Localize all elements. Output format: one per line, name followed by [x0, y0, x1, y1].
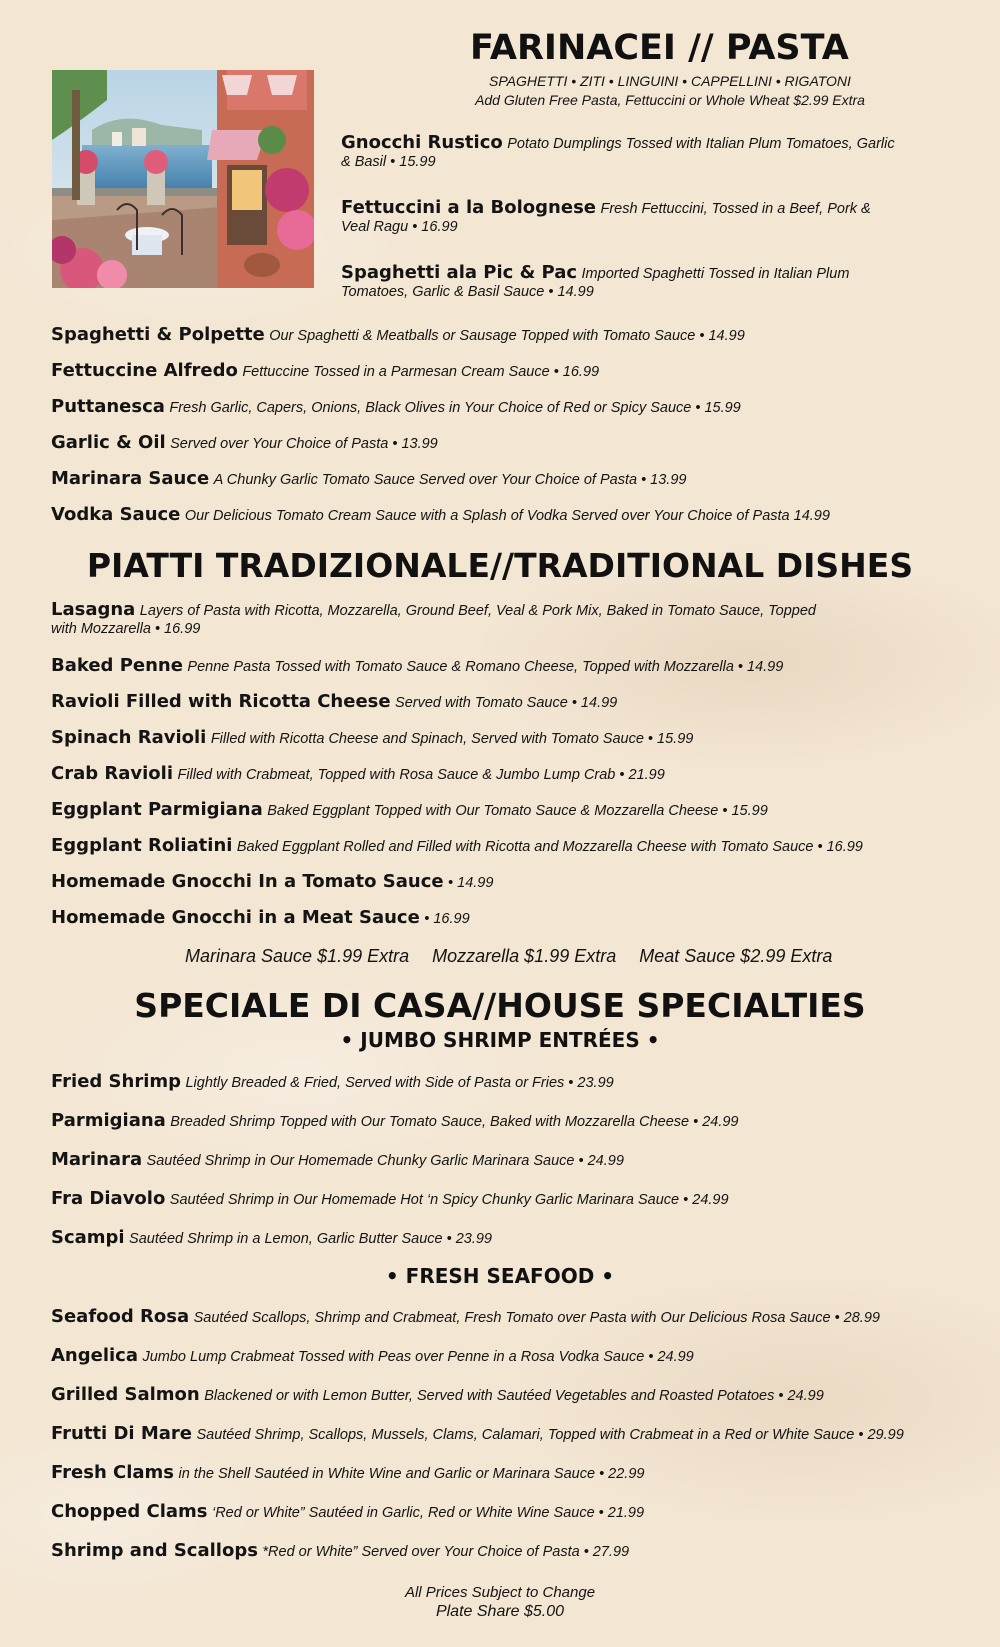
menu-item-name: Crab Ravioli [51, 763, 174, 784]
traditional-item [51, 836, 863, 857]
menu-item-desc: Sautéed Shrimp, Scallops, Mussels, Clams, Calamari, Topped with Crabmeat in a Red or White Sauce • 29.99 [196, 1427, 904, 1443]
seafood-item [51, 1346, 694, 1367]
shrimp-item [51, 1228, 492, 1249]
menu-item-desc: Our Delicious Tomato Cream Sauce with a Splash of Vodka Served over Your Choice of Pasta 14.99 [184, 508, 830, 524]
pasta-item [51, 505, 830, 526]
menu-item-name: Eggplant Roliatini [51, 835, 233, 856]
menu-item-name: Angelica [51, 1345, 138, 1366]
menu-item-desc: Served with Tomato Sauce • 14.99 [395, 695, 618, 711]
menu-item-desc: in the Shell Sautéed in White Wine and Garlic or Marinara Sauce • 22.99 [178, 1466, 645, 1482]
menu-item-desc: Imported Spaghetti Tossed in Italian Plum Tomatoes, Garlic & Basil Sauce • 14.99 [341, 266, 850, 300]
menu-item-name: Eggplant Parmigiana [51, 799, 263, 820]
seafood-item [51, 1541, 629, 1562]
menu-item-name: Lasagna [51, 599, 136, 620]
menu-item-desc: • 16.99 [424, 911, 470, 927]
menu-item-desc: Baked Eggplant Topped with Our Tomato Sauce & Mozzarella Cheese • 15.99 [267, 803, 768, 819]
menu-item-name: Scampi [51, 1227, 125, 1248]
menu-item-desc: ‘Red or White” Sautéed in Garlic, Red or White Wine Sauce • 21.99 [211, 1505, 645, 1521]
traditional-item [51, 728, 693, 749]
menu-item-desc: Fresh Garlic, Capers, Onions, Black Olives in Your Choice of Red or Spicy Sauce • 15.99 [169, 400, 741, 416]
menu-item-desc: Baked Eggplant Rolled and Filled with Ricotta and Mozzarella Cheese with Tomato Sauce • 16.99 [236, 839, 863, 855]
menu-item-desc: Jumbo Lump Crabmeat Tossed with Peas over Penne in a Rosa Vodka Sauce • 24.99 [142, 1349, 694, 1365]
seafood-item [51, 1463, 644, 1484]
extra-marinara: Marinara Sauce $1.99 Extra [185, 946, 410, 966]
traditional-item [51, 764, 665, 785]
menu-item-name: Ravioli Filled with Ricotta Cheese [51, 691, 391, 712]
menu-item-desc: Our Spaghetti & Meatballs or Sausage Topped with Tomato Sauce • 14.99 [269, 328, 745, 344]
menu-item-desc: Lightly Breaded & Fried, Served with Side of Pasta or Fries • 23.99 [185, 1075, 614, 1091]
menu-item-desc: Sautéed Shrimp in Our Homemade Chunky Garlic Marinara Sauce • 24.99 [146, 1153, 624, 1169]
menu-item-name: Spinach Ravioli [51, 727, 207, 748]
shrimp-item [51, 1150, 624, 1171]
price-change-note: All Prices Subject to Change [404, 1584, 596, 1601]
menu-item-name: Baked Penne [51, 655, 183, 676]
menu-item-name: Fettuccini a la Bolognese [341, 197, 597, 218]
menu-item-name: Spaghetti ala Pic & Pac [341, 262, 578, 283]
menu-item-name: Marinara [51, 1149, 143, 1170]
menu-item-desc: • 14.99 [448, 875, 494, 891]
menu-item-name: Fried Shrimp [51, 1071, 182, 1092]
extra-meat-sauce: Meat Sauce $2.99 Extra [639, 946, 833, 966]
menu-item-desc: Potato Dumplings Tossed with Italian Plum Tomatoes, Garlic & Basil • 15.99 [341, 136, 895, 170]
traditional-extras [185, 946, 885, 967]
menu-item-name: Gnocchi Rustico [341, 132, 503, 153]
menu-item-name: Frutti Di Mare [51, 1423, 193, 1444]
traditional-item [51, 800, 768, 821]
pasta-featured-item [341, 264, 901, 301]
menu-item-name: Homemade Gnocchi In a Tomato Sauce [51, 871, 444, 892]
seafood-heading: • FRESH SEAFOOD • [385, 1264, 615, 1288]
cafe-painting-image [52, 70, 314, 288]
seafood-item [51, 1424, 904, 1445]
menu-item-desc: Sautéed Shrimp in a Lemon, Garlic Butter Sauce • 23.99 [129, 1231, 492, 1247]
menu-item-name: Marinara Sauce [51, 468, 210, 489]
shrimp-item [51, 1189, 729, 1210]
menu-item-name: Fresh Clams [51, 1462, 175, 1483]
shrimp-item [51, 1111, 739, 1132]
pasta-featured-item [341, 199, 901, 236]
menu-item-name: Grilled Salmon [51, 1384, 200, 1405]
traditional-item [51, 692, 617, 713]
pasta-item [51, 361, 599, 382]
menu-item-desc: Penne Pasta Tossed with Tomato Sauce & Romano Cheese, Topped with Mozzarella • 14.99 [187, 659, 784, 675]
menu-item-desc: Blackened or with Lemon Butter, Served with Sautéed Vegetables and Roasted Potatoes • 24.99 [204, 1388, 824, 1404]
pasta-item [51, 325, 745, 346]
menu-item-name: Parmigiana [51, 1110, 166, 1131]
menu-item-desc: Filled with Crabmeat, Topped with Rosa Sauce & Jumbo Lump Crab • 21.99 [177, 767, 665, 783]
traditional-item [51, 601, 831, 638]
seafood-item [51, 1307, 880, 1328]
shrimp-heading: • JUMBO SHRIMP ENTRÉES • [340, 1028, 660, 1052]
menu-item-name: Seafood Rosa [51, 1306, 190, 1327]
menu-item-name: Vodka Sauce [51, 504, 181, 525]
menu-item-name: Chopped Clams [51, 1501, 208, 1522]
traditional-item [51, 656, 783, 677]
pasta-item [51, 433, 438, 454]
menu-item-desc: *Red or White” Served over Your Choice of Pasta • 27.99 [262, 1544, 630, 1560]
menu-item-desc: Served over Your Choice of Pasta • 13.99 [170, 436, 438, 452]
traditional-item [51, 872, 493, 893]
traditional-section-title: PIATTI TRADIZIONALE//TRADITIONAL DISHES [86, 546, 914, 585]
plate-share-note: Plate Share $5.00 [435, 1603, 565, 1620]
pasta-types: SPAGHETTI • ZITI • LINGUINI • CAPPELLINI • RIGATONI [489, 73, 851, 89]
menu-item-desc: A Chunky Garlic Tomato Sauce Served over Your Choice of Pasta • 13.99 [213, 472, 687, 488]
pasta-featured-item [341, 134, 901, 171]
pasta-item [51, 469, 686, 490]
menu-item-desc: Fettuccine Tossed in a Parmesan Cream Sauce • 16.99 [242, 364, 600, 380]
menu-item-name: Fettuccine Alfredo [51, 360, 238, 381]
pasta-extra-note: Add Gluten Free Pasta, Fettuccini or Whole Wheat $2.99 Extra [475, 92, 865, 108]
menu-item-desc: Fresh Fettuccini, Tossed in a Beef, Pork & Veal Ragu • 16.99 [341, 201, 871, 235]
menu-item-desc: Breaded Shrimp Topped with Our Tomato Sauce, Baked with Mozzarella Cheese • 24.99 [170, 1114, 739, 1130]
pasta-section-title: FARINACEI // PASTA [470, 28, 849, 68]
menu-item-name: Garlic & Oil [51, 432, 166, 453]
seafood-item [51, 1385, 824, 1406]
menu-item-name: Fra Diavolo [51, 1188, 166, 1209]
shrimp-item [51, 1072, 614, 1093]
menu-item-desc: Filled with Ricotta Cheese and Spinach, Served with Tomato Sauce • 15.99 [210, 731, 694, 747]
menu-item-name: Puttanesca [51, 396, 165, 417]
menu-item-desc: Layers of Pasta with Ricotta, Mozzarella, Ground Beef, Veal & Pork Mix, Baked in Tomato Sauce, Topped with Mozzarella • 16.99 [51, 603, 816, 637]
menu-item-name: Shrimp and Scallops [51, 1540, 258, 1561]
traditional-item [51, 908, 470, 929]
menu-item-name: Spaghetti & Polpette [51, 324, 265, 345]
pasta-item [51, 397, 741, 418]
extra-mozzarella: Mozzarella $1.99 Extra [432, 946, 617, 966]
house-section-title: SPECIALE DI CASA//HOUSE SPECIALTIES [134, 986, 866, 1025]
menu-item-name: Homemade Gnocchi in a Meat Sauce [51, 907, 420, 928]
menu-item-desc: Sautéed Shrimp in Our Homemade Hot ‘n Spicy Chunky Garlic Marinara Sauce • 24.99 [169, 1192, 729, 1208]
seafood-item [51, 1502, 644, 1523]
menu-item-desc: Sautéed Scallops, Shrimp and Crabmeat, Fresh Tomato over Pasta with Our Delicious Rosa Sauce • 28.99 [193, 1310, 880, 1326]
